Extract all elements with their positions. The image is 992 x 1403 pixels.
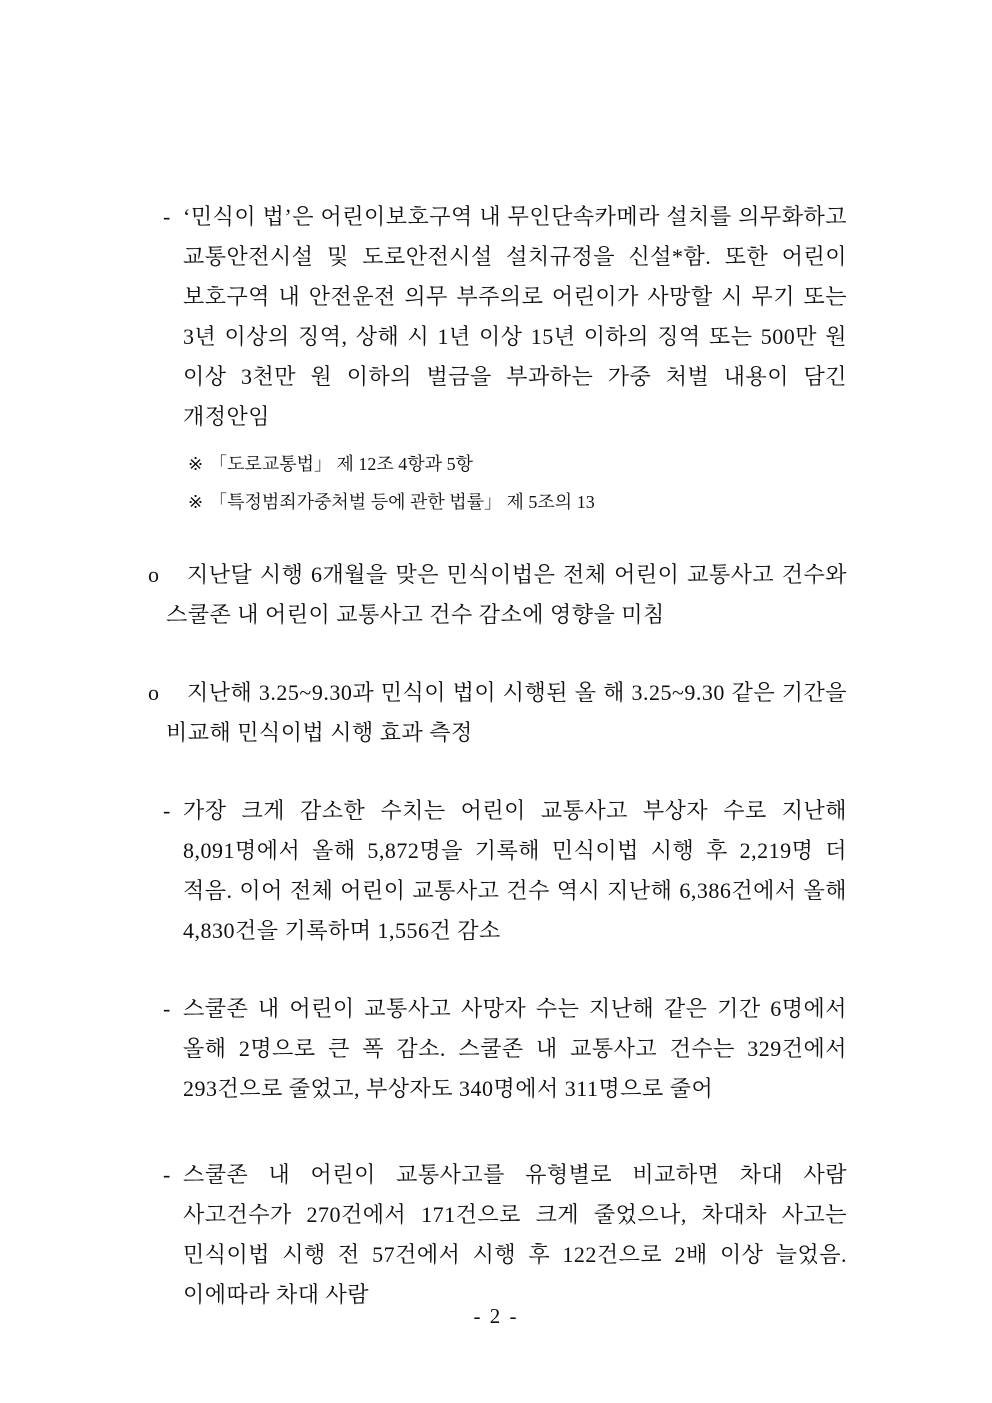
paragraph-six-month-effect	[148, 555, 847, 635]
dash-bullet: -	[163, 798, 171, 823]
paragraph-text: 가장 크게 감소한 수치는 어린이 교통사고 부상자 수로 지난해 8,091명에서 올해 5,872명을 기록해 민식이법 시행 후 2,219명 더 적음. 이어 전체 어린이 교통사고 건수 역시 지난해 6,386건에서 올해 4,830건을 기록하며 1,556건 감소	[183, 798, 847, 943]
footnote-road-traffic-act	[166, 445, 847, 483]
paragraph-accident-types	[163, 1155, 847, 1315]
page-content	[148, 197, 847, 1315]
footnote-text: 「특정범죄가중처벌 등에 관한 법률」 제 5조의 13	[209, 492, 595, 512]
page-number: - 2 -	[473, 1304, 519, 1328]
o-bullet: o	[148, 680, 160, 705]
paragraph-schoolzone-deaths	[163, 989, 847, 1109]
paragraph-text: 지난달 시행 6개월을 맞은 민식이법은 전체 어린이 교통사고 건수와 스쿨존 내 어린이 교통사고 건수 감소에 영향을 미침	[166, 562, 847, 627]
paragraph-text: 지난해 3.25~9.30과 민식이 법이 시행된 올 해 3.25~9.30 같은 기간을 비교해 민식이법 시행 효과 측정	[166, 680, 847, 745]
paragraph-text: 스쿨존 내 어린이 교통사고를 유형별로 비교하면 차대 사람 사고건수가 270건에서 171건으로 크게 줄었으나, 차대차 사고는 민식이법 시행 전 57건에서 시행 후 122건으로 2배 이상 늘었음. 이에따라 차대 사람	[183, 1162, 847, 1307]
reference-mark-icon: ※	[188, 454, 204, 474]
dash-bullet: -	[163, 996, 171, 1021]
dash-bullet: -	[163, 204, 171, 229]
footnote-text: 「도로교통법」 제 12조 4항과 5항	[209, 454, 473, 474]
paragraph-text: ‘민식이 법’은 어린이보호구역 내 무인단속카메라 설치를 의무화하고 교통안전시설 및 도로안전시설 설치규정을 신설*함. 또한 어린이 보호구역 내 안전운전 의무 부주의로 어린이가 사망할 시 무기 또는 3년 이상의 징역, 상해 시 1년 이상 15년 이하의 징역 또는 500만 원 이상 3천만 원 이하의 벌금을 부과하는 가중 처벌 내용이 담긴 개정안임	[183, 204, 847, 429]
paragraph-law-description	[163, 197, 847, 437]
paragraph-injury-decrease	[163, 791, 847, 951]
dash-bullet: -	[163, 1162, 171, 1187]
paragraph-comparison-period	[148, 673, 847, 753]
footnote-aggravated-punishment-act	[166, 483, 847, 521]
o-bullet: o	[148, 562, 160, 587]
reference-mark-icon: ※	[188, 492, 204, 512]
paragraph-text: 스쿨존 내 어린이 교통사고 사망자 수는 지난해 같은 기간 6명에서 올해 2명으로 큰 폭 감소. 스쿨존 내 교통사고 건수는 329건에서 293건으로 줄었고, 부상자도 340명에서 311명으로 줄어	[183, 996, 847, 1101]
